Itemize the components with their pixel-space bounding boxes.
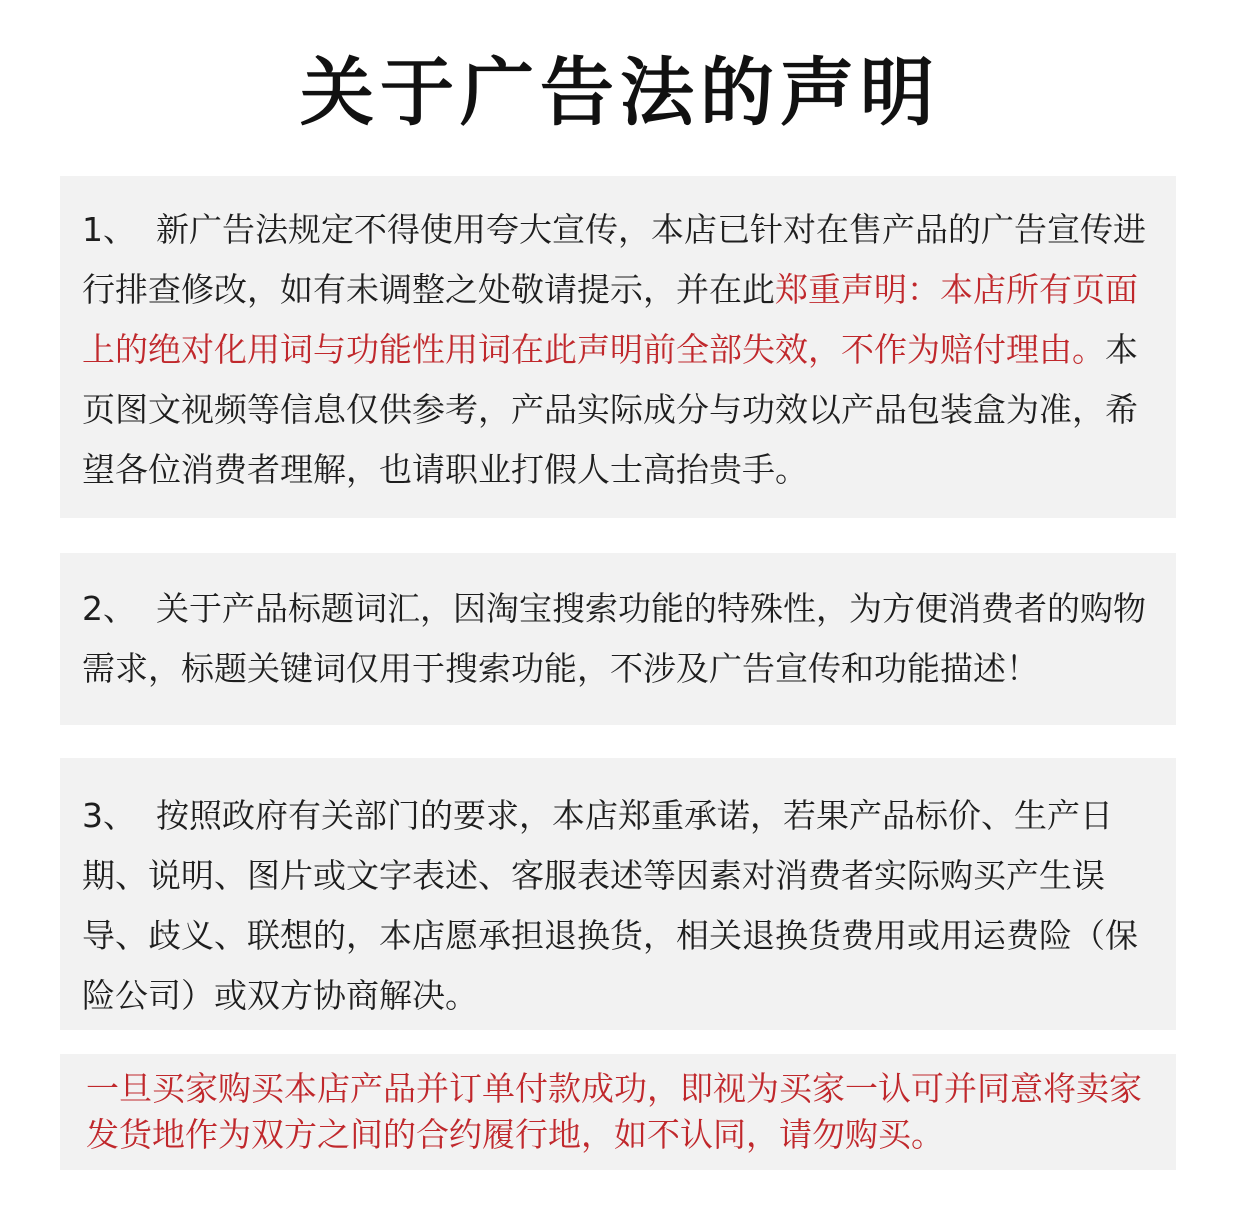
item-text: 新广告法规定不得使用夸大宣传，本店已针对在售产品的广告宣传进行排查修改，如有未调整之处敬请提示，并在此 [82, 210, 1146, 309]
statement-item-2 [60, 553, 1176, 725]
statement-item-1 [60, 176, 1176, 518]
item-number: 2、 [82, 589, 136, 628]
statement-item-3 [60, 758, 1176, 1030]
item-text: 关于产品标题词汇，因淘宝搜索功能的特殊性，为方便消费者的购物需求，标题关键词仅用于搜索功能，不涉及广告宣传和功能描述！ [82, 589, 1146, 688]
item-text: 按照政府有关部门的要求，本店郑重承诺，若果产品标价、生产日期、说明、图片或文字表述、客服表述等因素对消费者实际购买产生误导、歧义、联想的，本店愿承担退换货，相关退换货费用或用运费险（保险公司）或双方协商解决。 [82, 796, 1138, 1015]
item-text: 本页图文视频等信息仅供参考，产品实际成分与功效以产品包装盒为准，希望各位消费者理解，也请职业打假人士高抬贵手。 [82, 330, 1138, 489]
title-container [0, 38, 1240, 148]
item-number: 3、 [82, 796, 136, 835]
item-number: 1、 [82, 210, 136, 249]
item-text-highlight: 郑重声明：本店所有页面上的绝对化用词与功能性用词在此声明前全部失效，不作为赔付理由。 [82, 270, 1138, 369]
purchase-notice [60, 1054, 1176, 1170]
page-title: 关于广告法的声明 [300, 50, 940, 136]
notice-text: 一旦买家购买本店产品并订单付款成功，即视为买家一认可并同意将卖家发货地作为双方之间的合约履行地，如不认同，请勿购买。 [86, 1069, 1142, 1154]
